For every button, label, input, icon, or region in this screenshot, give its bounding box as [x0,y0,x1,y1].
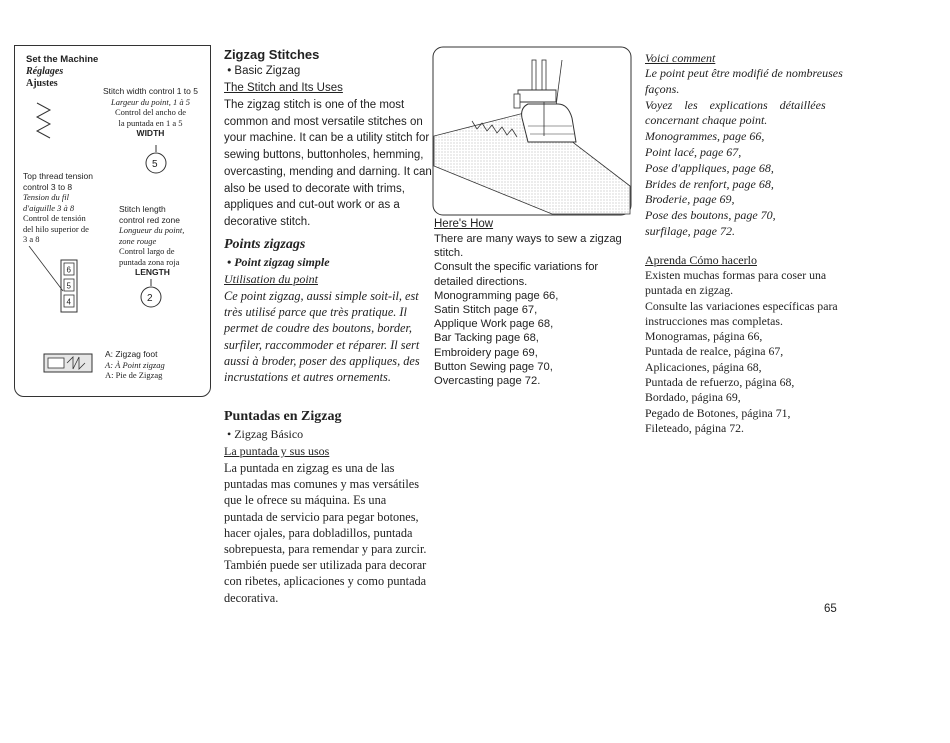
section-title: Points zigzags [224,237,306,252]
length-dial-value: 2 [147,293,153,304]
zigzag-foot-icon [43,351,95,375]
body-text: Ce point zigzag, aussi simple soit-il, est très utilisé parce que très pratique. Il permet de coudre des boutons, border, surfiler, raccommoder et réparer. Il sert aussi à broder, poser des appliques, des incrustations et autres ornements. [224,289,420,385]
stitch-length-label: Stitch length control red zone Longueur du point, zone rouge Control largo de puntada zona roja LENGTH [119,204,185,277]
body-text: The zigzag stitch is one of the most common and most versatile stitches on your machine. It can be a utility stitch for sewing buttons, buttonholes, hemming, overcasting, mending and darning. It can also be used to decorate with trims, appliques and cut-out work or as a decorative stitch. [224,99,432,228]
section-title: Voici comment [645,51,716,65]
machine-settings-panel [14,45,211,397]
subheading: Utilisation du point [224,272,319,286]
english-section [224,46,432,231]
section-title: Zigzag Stitches [224,47,320,62]
length-dial-icon [137,279,165,311]
body-text: Le point peut être modifié de nombreuses façons. Voyez les explications détaillées concernant chaque point. Monogrammes, page 66, Point lacé, page 67, Pose d'appliques, page 68, Brides de renfort, page 68, Broderie, page 69, Pose des boutons, page 70, surfilage, page 72. [645,66,843,238]
body-text: Existen muchas formas para coser una puntada en zigzag. Consulte las variaciones específicas para instrucciones mas completas. Monogramas, página 66, Puntada de realce, página 67, Aplicaciones, página 68, Puntada de refuerzo, página 68, Bordado, página 69, Pegado de Botones, página 71, Fileteado, página 72. [645,268,838,435]
tension-dial-icon [27,246,87,316]
heres-how-section [434,216,634,388]
subheading: La puntada y sus usos [224,444,330,458]
stitch-width-label: Stitch width control 1 to 5 Largeur du point, 1 à 5 Control del ancho de la puntada en 1 a 5 WIDTH [103,86,198,138]
section-title: Puntadas en Zigzag [224,409,342,424]
set-machine-heading: Set the Machine Réglages Ajustes [26,54,99,89]
tension-number: 5 [66,281,71,291]
bullet-heading: • Zigzag Básico [224,427,304,441]
width-dial-icon [142,145,170,177]
thread-tension-label: Top thread tension control 3 to 8 Tension du fil d'aiguille 3 à 8 Control de tensión del hilo superior de 3 a 8 [23,171,93,244]
spanish-section [224,408,427,606]
aprenda-section [645,252,845,436]
bullet-heading: • Point zigzag simple [224,255,330,269]
body-text: La puntada en zigzag es una de las puntadas mas comunes y mas versátiles que le ofrece su máquina. Es una puntada de servicio para pegar botones, hacer ojales, para dobladillos, puntada sobrepuesta, para remendar y para zurcir. También puede ser utilizada para decorar con ribetes, aplicaciones y como puntada decorativa. [224,461,427,605]
zigzag-foot-label: A: Zigzag foot A: À Point zigzag A: Pie de Zigzag [105,349,165,380]
french-section [224,236,420,385]
body-text: There are many ways to sew a zigzag stitch. Consult the specific variations for detailed directions. Monogramming page 66, Satin Stitch page 67, Applique Work page 68, Bar Tacking page 68, Embroidery page 69, Button Sewing page 70, Overcasting page 72. [434,233,622,388]
tension-number: 6 [66,265,71,275]
voici-comment-section [645,50,845,240]
width-dial-value: 5 [152,159,158,170]
page-number: 65 [824,603,837,615]
zigzag-stitch-icon [33,101,55,143]
section-title: Here's How [434,218,494,230]
subheading: The Stitch and Its Uses [224,82,343,94]
tension-number: 4 [66,297,71,307]
section-title: Aprenda Cómo hacerlo [645,253,757,267]
sewing-foot-illustration [432,46,632,216]
bullet-heading: • Basic Zigzag [224,65,301,77]
